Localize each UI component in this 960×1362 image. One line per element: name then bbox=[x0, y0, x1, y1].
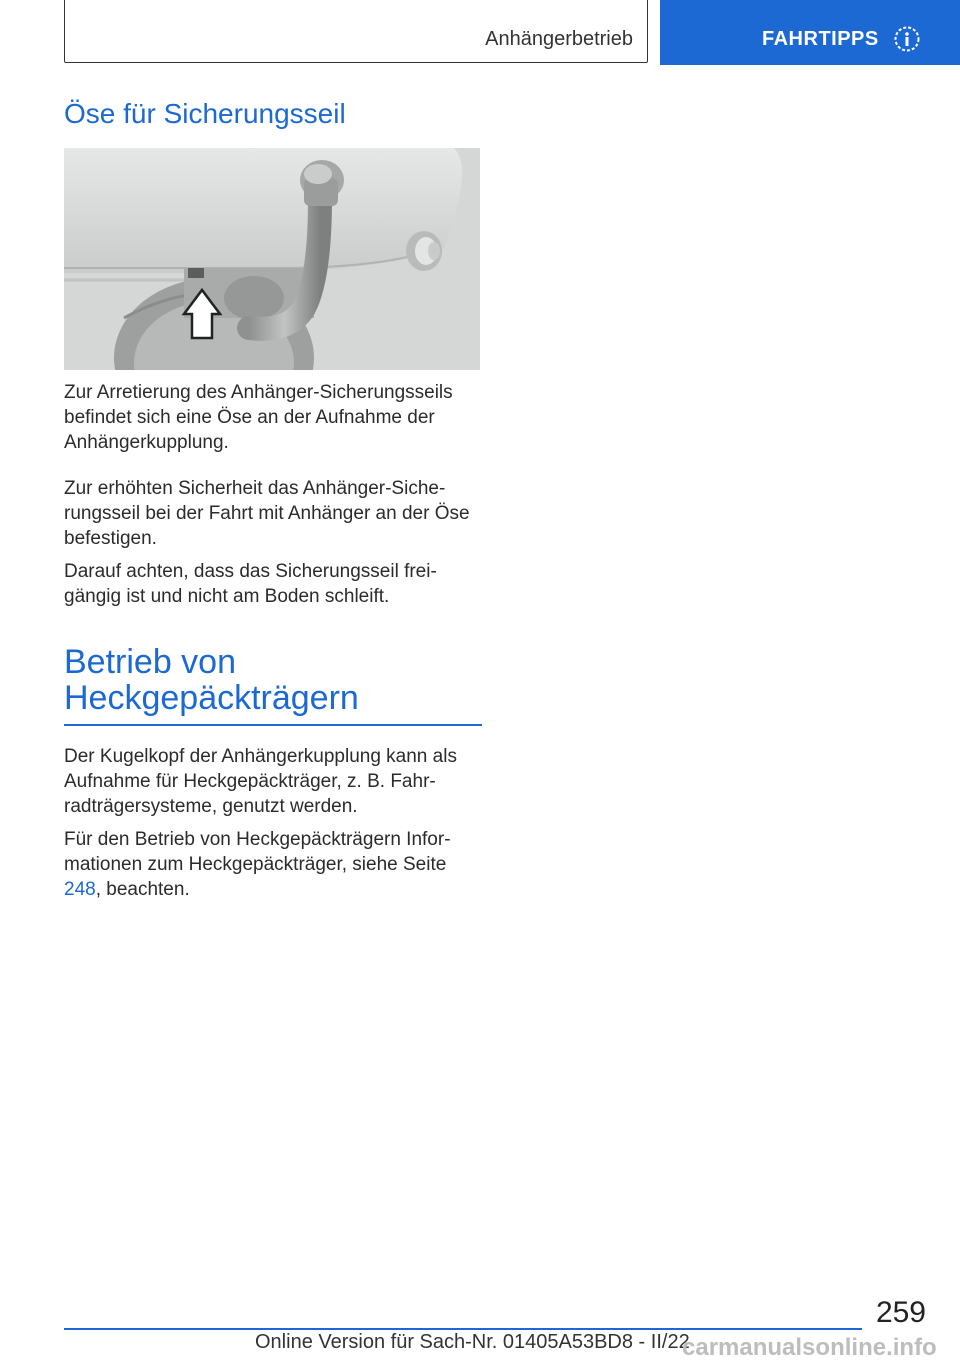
section-tab[interactable] bbox=[660, 0, 960, 65]
carrier-paragraph-2 bbox=[64, 827, 484, 902]
paragraph-text: , beachten. bbox=[95, 879, 190, 900]
page-reference-link[interactable]: 248 bbox=[64, 879, 96, 900]
chapter-title: Anhängerbetrieb bbox=[485, 28, 633, 50]
eyelet-paragraph-3 bbox=[64, 559, 484, 609]
carrier-paragraph-1 bbox=[64, 744, 484, 819]
online-version-note: Online Version für Sach-Nr. 01405A53BD8 - II/22 bbox=[255, 1331, 690, 1353]
paragraph: Zur erhöhten Sicherheit das Anhänger-Siche- rungsseil bei der Fahrt mit Anhänger an der Öse befestigen. bbox=[64, 478, 470, 549]
paragraph: Darauf achten, dass das Sicherungsseil frei- gängig ist und nicht am Boden schleift. bbox=[64, 561, 437, 607]
trailer-hitch-illustration bbox=[64, 148, 480, 370]
paragraph bbox=[64, 827, 484, 902]
section-title-rear-carrier: Betrieb von Heckgepäckträgern bbox=[64, 643, 359, 717]
paragraph: Zur Arretierung des Anhänger-Sicherungsseils befindet sich eine Öse an der Aufnahme der Anhängerkupplung. bbox=[64, 382, 453, 453]
section-tab-label: FAHRTIPPS bbox=[762, 28, 879, 50]
heading-divider bbox=[64, 724, 482, 726]
section-title-eyelet: Öse für Sicherungsseil bbox=[64, 98, 346, 129]
info-circle-icon bbox=[894, 26, 920, 52]
eyelet-paragraph-2 bbox=[64, 476, 484, 551]
watermark: carmanualsonline.info bbox=[682, 1334, 937, 1361]
paragraph: Der Kugelkopf der Anhängerkupplung kann als Aufnahme für Heckgepäckträger, z. B. Fahr- radträgersysteme, genutzt werden. bbox=[64, 746, 457, 817]
paragraph-text: Für den Betrieb von Heckgepäckträgern Infor- mationen zum Heckgepäckträger, siehe Seite bbox=[64, 829, 451, 875]
chapter-header-box bbox=[64, 0, 648, 63]
page-number: 259 bbox=[875, 1296, 926, 1329]
eyelet-paragraph-1 bbox=[64, 380, 484, 455]
footer-divider bbox=[64, 1328, 862, 1330]
